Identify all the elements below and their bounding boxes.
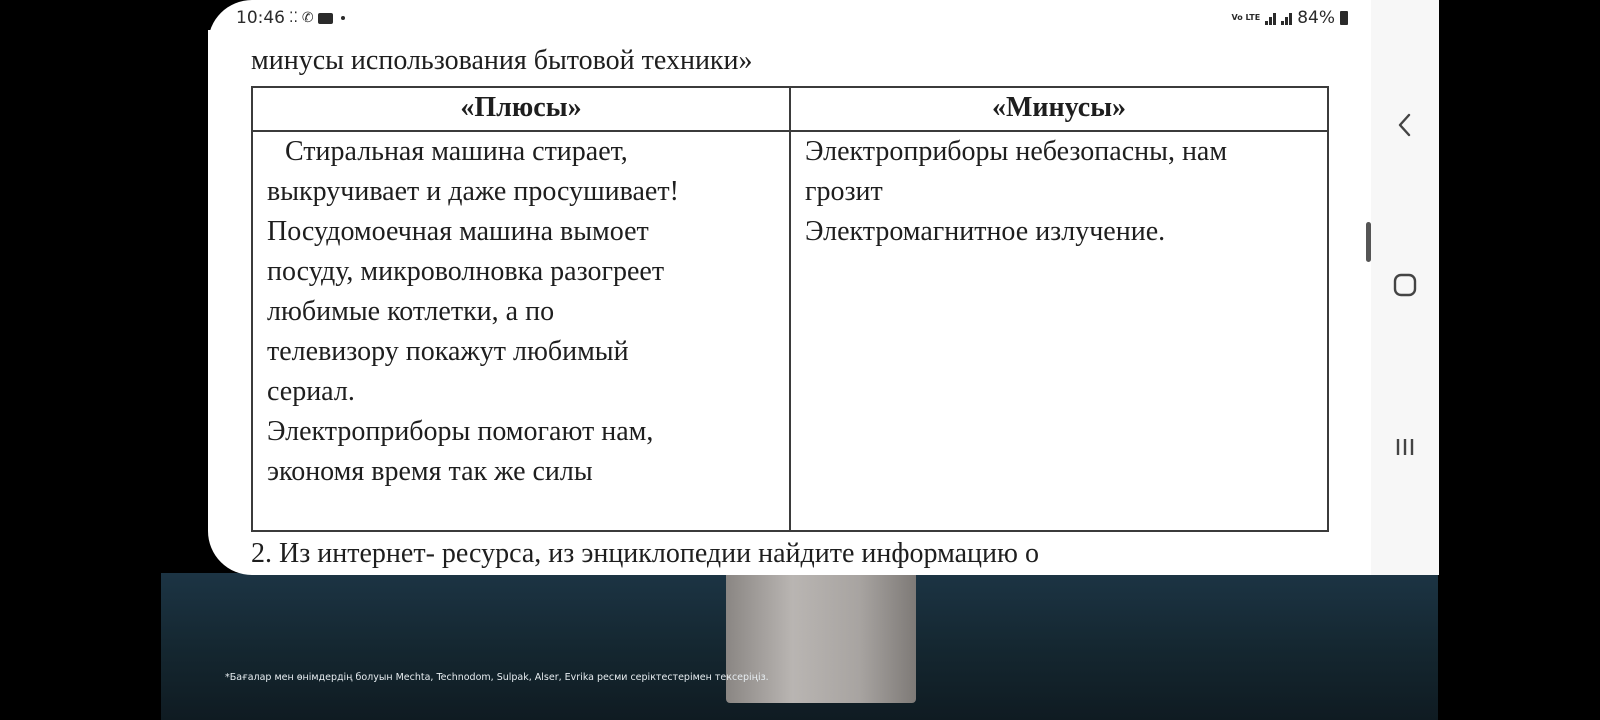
battery-percent: 84% (1297, 8, 1335, 28)
pros-line: Электроприборы помогают нам, (267, 416, 654, 447)
header-cons: «Минусы» (790, 87, 1328, 131)
back-button[interactable] (1390, 110, 1420, 140)
pros-line: любимые котлетки, а по (267, 296, 555, 327)
pros-line: Посудомоечная машина вымоет (267, 216, 649, 247)
pros-line: сериал. (267, 376, 355, 407)
chevron-left-icon (1390, 110, 1420, 140)
pros-cell (252, 131, 790, 531)
notification-dots-icon: ⁚⁚ (289, 10, 298, 26)
status-right (1231, 8, 1348, 28)
cons-line: грозит (805, 176, 883, 207)
status-left (236, 8, 345, 28)
table-header-row (252, 87, 1328, 131)
status-bar (228, 6, 1348, 30)
header-pros: «Плюсы» (252, 87, 790, 131)
video-ad-banner[interactable] (161, 573, 1438, 720)
recents-button[interactable] (1390, 432, 1420, 462)
scrollbar-thumb[interactable] (1366, 222, 1371, 262)
cons-line: Электроприборы небезопасны, нам (805, 136, 1228, 167)
document-next-line: 2. Из интернет- ресурса, из энциклопедии найдите информацию о (251, 538, 1039, 569)
battery-icon (1340, 11, 1348, 25)
pros-line: телевизору покажут любимый (267, 336, 629, 367)
table-row (252, 131, 1328, 531)
volte-icon: Vo LTE (1231, 13, 1261, 22)
pros-line: посуду, микроволновка разогреет (267, 256, 665, 287)
status-time: 10:46 (236, 8, 285, 28)
document-heading: минусы использования бытовой техники» (251, 45, 753, 76)
signal-icon-2 (1281, 11, 1292, 25)
pros-line: Стиральная машина стирает, (285, 136, 628, 167)
pros-cons-table (251, 86, 1329, 532)
cons-cell (790, 131, 1328, 531)
cons-line: Электромагнитное излучение. (805, 216, 1166, 247)
pros-line: экономя время так же силы (267, 456, 593, 487)
message-icon (318, 13, 333, 24)
home-button[interactable] (1390, 270, 1420, 300)
ad-product-image (726, 573, 916, 703)
pros-line: выкручивает и даже просушивает! (267, 176, 679, 207)
home-icon (1390, 270, 1420, 300)
recents-icon (1390, 432, 1420, 462)
signal-icon (1265, 11, 1276, 25)
ad-disclaimer: *Бағалар мен өнімдердің болуын Mechta, Technodom, Sulpak, Alser, Evrika ресми серіктестерімен тексеріңіз. (225, 672, 769, 683)
whatsapp-icon: ✆ (301, 10, 314, 26)
more-notifications-icon (341, 16, 345, 20)
